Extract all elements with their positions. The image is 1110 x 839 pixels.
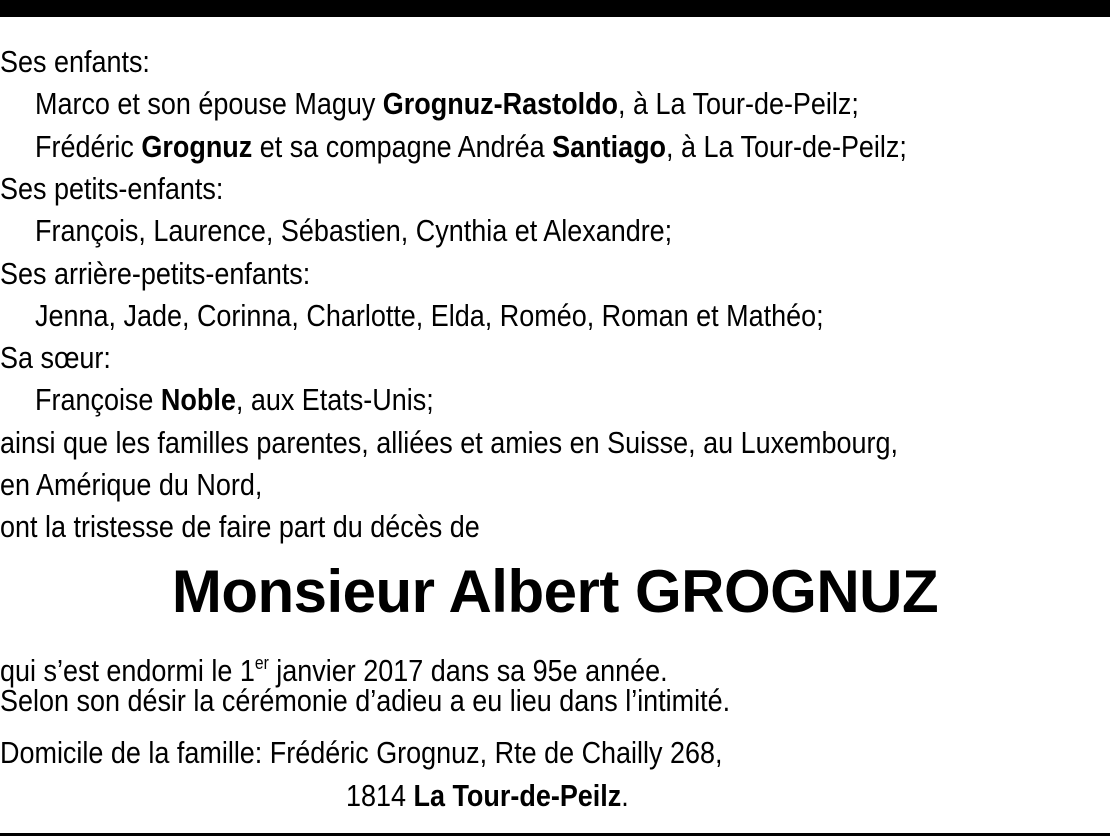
grandchildren-heading: Ses petits-enfants: <box>0 171 224 206</box>
sister-heading: Sa sœur: <box>0 340 111 375</box>
great-grandchildren-names: Jenna, Jade, Corinna, Charlotte, Elda, Roméo, Roman et Mathéo; <box>35 298 824 333</box>
domicile-line: Domicile de la famille: Frédéric Grognuz, Rte de Chailly 268, <box>0 735 723 770</box>
top-rule <box>0 0 1110 17</box>
ceremony-line: Selon son désir la cérémonie d’adieu a eu lieu dans l’intimité. <box>0 683 731 718</box>
child-line-marco: Marco et son épouse Maguy Grognuz-Rastoldo, à La Tour-de-Peilz; <box>35 86 859 121</box>
families-line-3: ont la tristesse de faire part du décès de <box>0 509 480 544</box>
families-line-1: ainsi que les familles parentes, alliées et amies en Suisse, au Luxembourg, <box>0 425 899 460</box>
deceased-name: Monsieur Albert GROGNUZ <box>171 558 939 625</box>
domicile-town-line: 1814 La Tour-de-Peilz. <box>346 778 629 813</box>
death-date-line: qui s’est endormi le 1er janvier 2017 dans sa 95e année. <box>0 653 668 688</box>
sister-line: Françoise Noble, aux Etats-Unis; <box>35 382 434 417</box>
children-heading: Ses enfants: <box>0 44 150 79</box>
grandchildren-names: François, Laurence, Sébastien, Cynthia et Alexandre; <box>35 213 673 248</box>
great-grandchildren-heading: Ses arrière-petits-enfants: <box>0 256 311 291</box>
child-line-frederic: Frédéric Grognuz et sa compagne Andréa Santiago, à La Tour-de-Peilz; <box>35 129 907 164</box>
families-line-2: en Amérique du Nord, <box>0 467 263 502</box>
bottom-rule <box>0 833 1110 836</box>
